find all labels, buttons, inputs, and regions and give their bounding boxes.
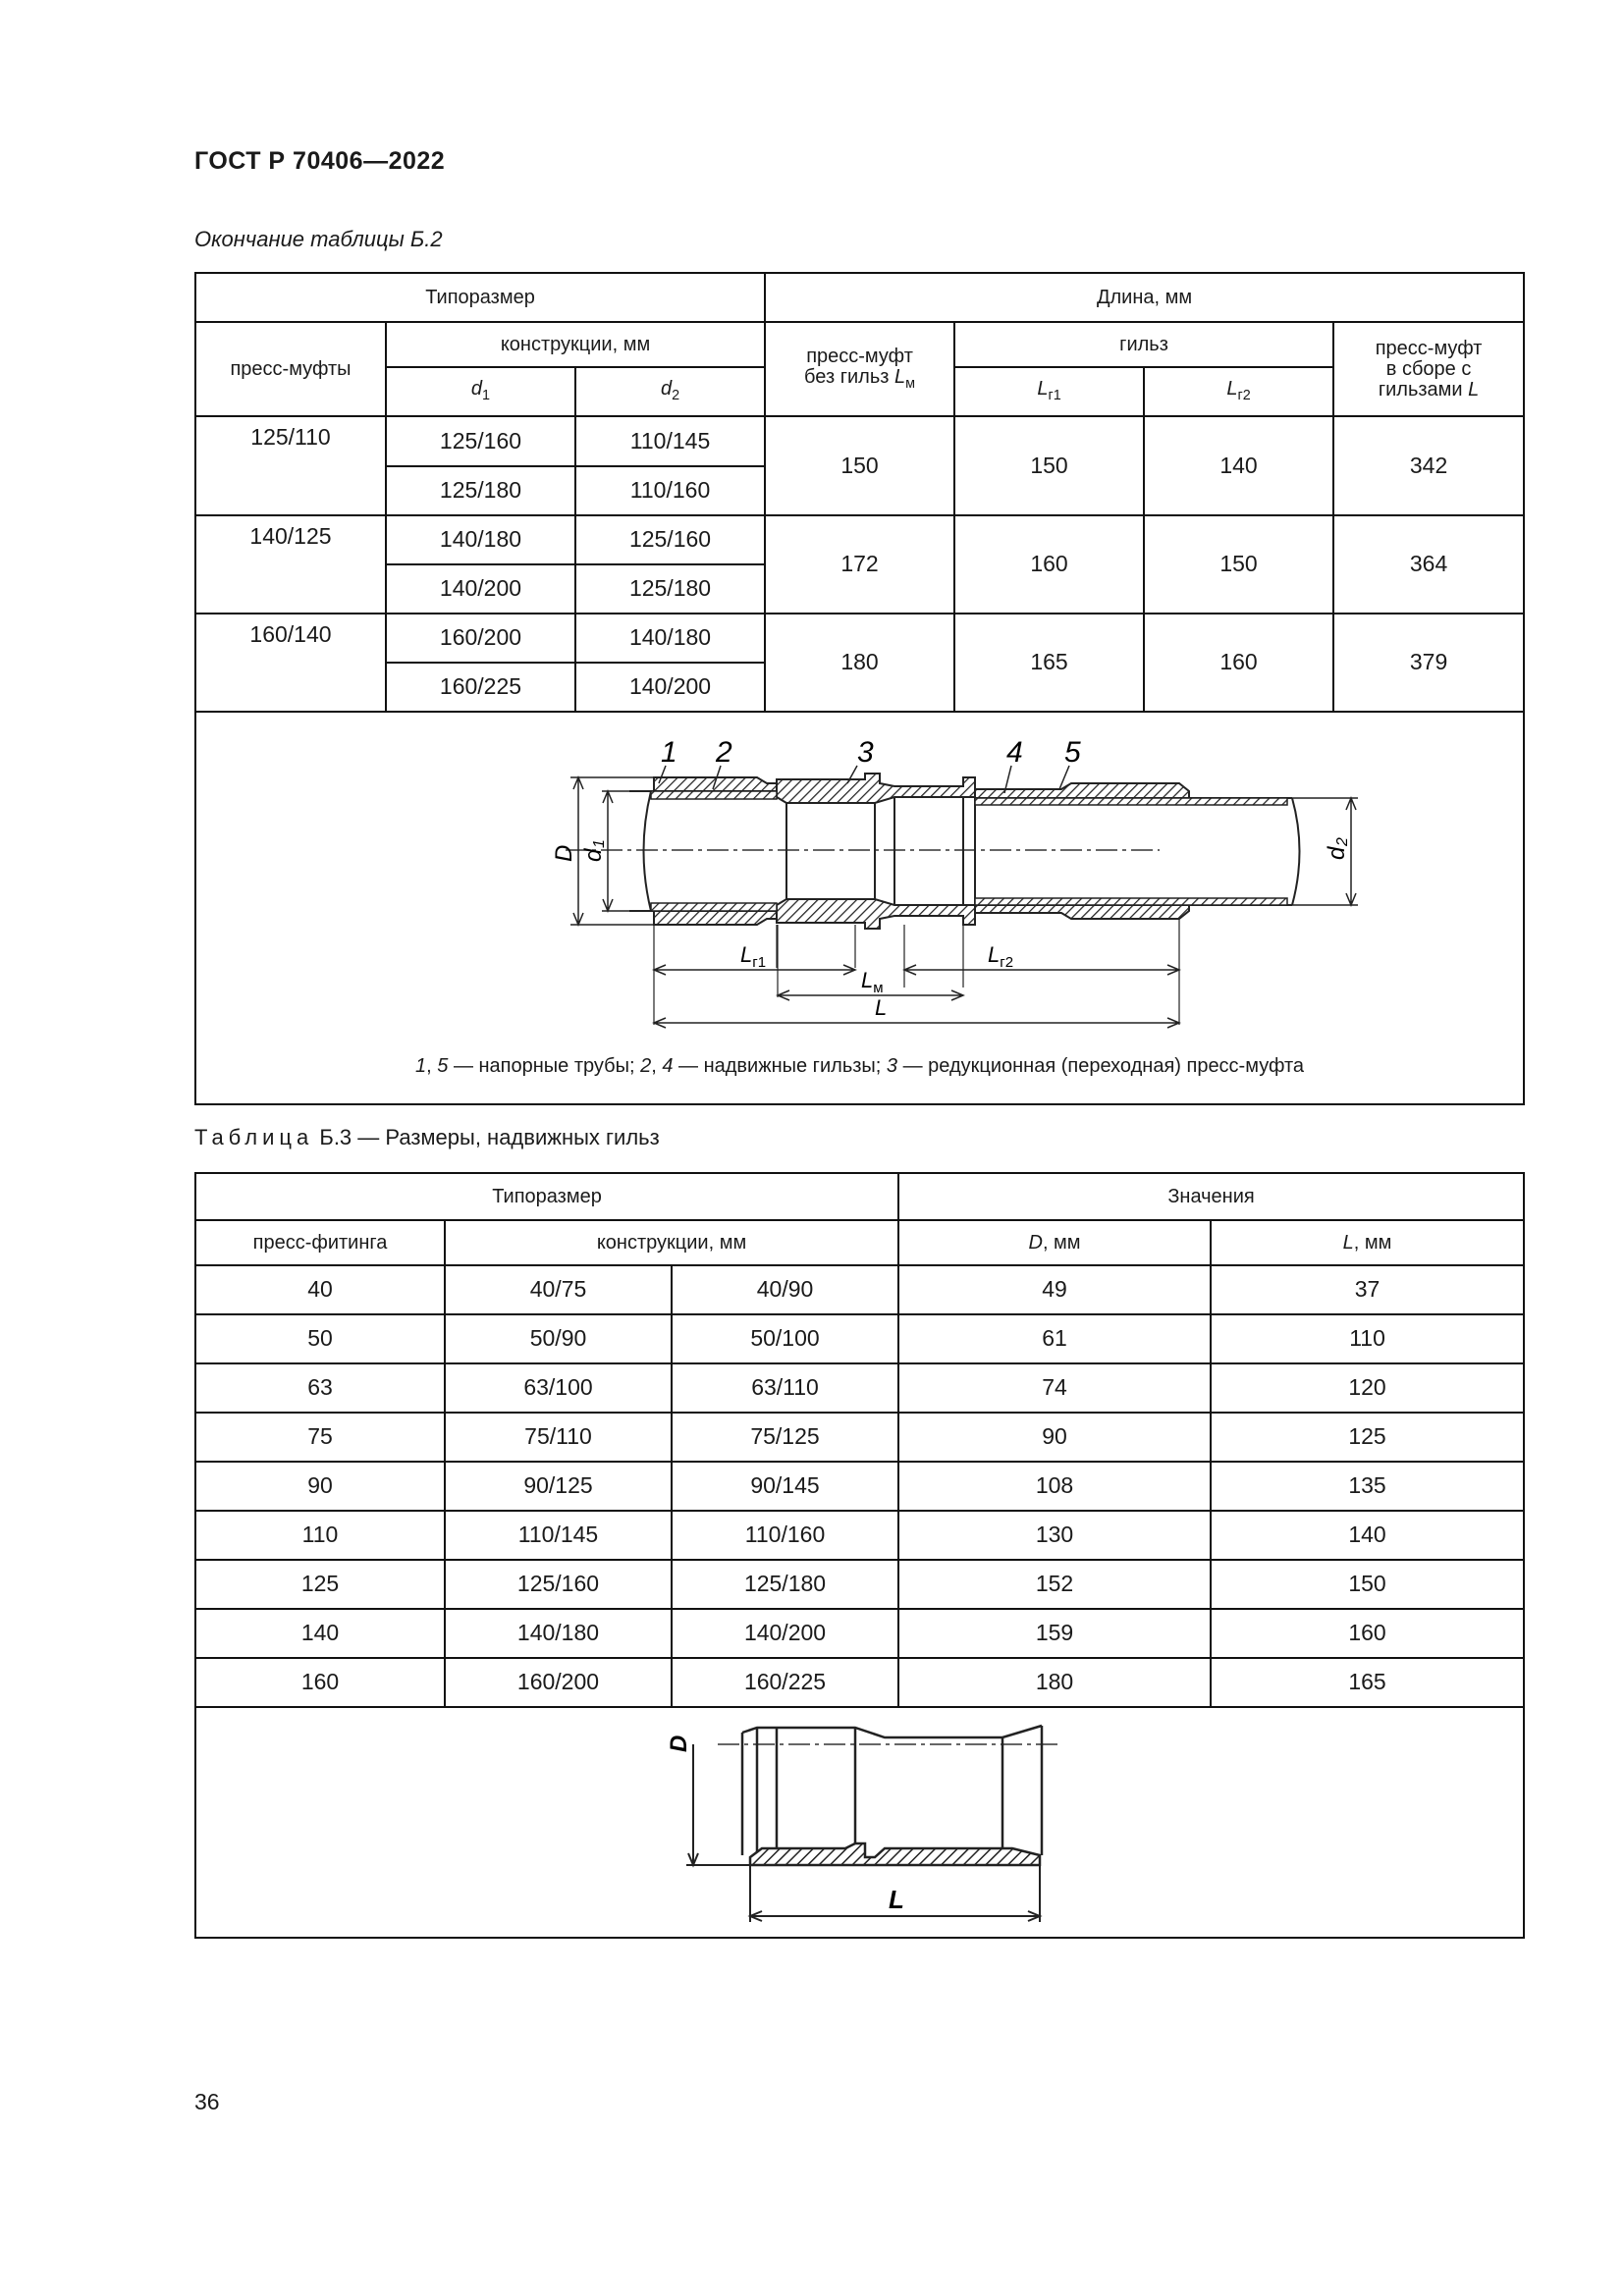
table-cell: 90	[195, 1462, 445, 1511]
header-dlina: Длина, мм	[765, 273, 1524, 322]
table-b3	[194, 1172, 1525, 1939]
table-cell: 160	[1211, 1609, 1524, 1658]
table-cell: 40	[195, 1265, 445, 1314]
table-cell: 49	[898, 1265, 1211, 1314]
coupling-body-bottom	[777, 899, 975, 929]
table-cell: 125/160	[386, 416, 575, 466]
header-d1	[386, 367, 575, 416]
table-row	[195, 1511, 1524, 1560]
table-cell: 150	[1144, 515, 1333, 614]
table-cell: 110	[195, 1511, 445, 1560]
table-cell: 61	[898, 1314, 1211, 1363]
label-L: L	[875, 995, 888, 1020]
table-cell: 125	[195, 1560, 445, 1609]
legend-num: 2	[640, 1055, 652, 1078]
header-sbor-line3: гильзами	[1378, 378, 1469, 400]
table-cell: 152	[898, 1560, 1211, 1609]
header-znacheniya: Значения	[898, 1173, 1524, 1220]
table-cell: 110/160	[672, 1511, 898, 1560]
table-row	[195, 1413, 1524, 1462]
table-cell: 379	[1333, 614, 1524, 712]
table-row	[195, 1658, 1524, 1707]
table-cell: 125/180	[386, 466, 575, 515]
callout-3: 3	[857, 736, 874, 769]
table-cell: 165	[954, 614, 1144, 712]
label-L: L	[889, 1885, 904, 1914]
dimension-lg2	[904, 965, 1179, 975]
lg1-symbol: L	[1037, 378, 1049, 400]
table-cell: 160/225	[386, 663, 575, 712]
table-cell: 63/100	[445, 1363, 672, 1413]
table-cell: 90	[898, 1413, 1211, 1462]
figure-legend	[196, 1055, 1523, 1077]
header-gilz: гильз	[954, 322, 1333, 367]
table-cell: 140/180	[445, 1609, 672, 1658]
table-cell: 40/75	[445, 1265, 672, 1314]
header-D	[898, 1220, 1211, 1265]
legend-sep: ,	[426, 1055, 438, 1078]
table-row	[195, 1560, 1524, 1609]
table-cell: 140/200	[672, 1609, 898, 1658]
table-cell: 180	[898, 1658, 1211, 1707]
header-press-mufty: пресс-муфты	[195, 322, 386, 416]
extension-lines	[654, 919, 1179, 1025]
table-cell: 160/140	[195, 614, 386, 712]
table-cell: 125/180	[575, 564, 765, 614]
header-tiporazmer: Типоразмер	[195, 1173, 898, 1220]
table-cell: 125	[1211, 1413, 1524, 1462]
table-b2	[194, 272, 1525, 1105]
callout-2: 2	[716, 736, 732, 769]
table-cell: 40/90	[672, 1265, 898, 1314]
table-cell: 140/200	[386, 564, 575, 614]
header-tiporazmer: Типоразмер	[195, 273, 765, 322]
dimension-L	[654, 1018, 1179, 1028]
header-lg1	[954, 367, 1144, 416]
table-cell: 160	[1144, 614, 1333, 712]
header-d2	[575, 367, 765, 416]
left-pipe-wall-top	[651, 791, 777, 799]
table-row	[195, 1363, 1524, 1413]
header-lm-subscript: м	[905, 375, 916, 392]
sleeve-section	[750, 1843, 1040, 1865]
lg1-subscript: г1	[1048, 388, 1061, 404]
table-cell: 342	[1333, 416, 1524, 515]
L-symbol: L	[1342, 1231, 1354, 1254]
table-cell: 110/160	[575, 466, 765, 515]
table-cell: 75/125	[672, 1413, 898, 1462]
legend-sep: ,	[651, 1055, 663, 1078]
legend-num: 5	[437, 1055, 449, 1078]
header-press-fitinga: пресс-фитинга	[195, 1220, 445, 1265]
header-lm-symbol: L	[893, 365, 906, 388]
table-cell: 140	[195, 1609, 445, 1658]
table-cell: 140/180	[575, 614, 765, 663]
header-konstrukcii: конструкции, мм	[445, 1220, 898, 1265]
table-cell: 74	[898, 1363, 1211, 1413]
label-d1: d	[580, 848, 608, 862]
coupling-bore	[786, 797, 975, 905]
header-lg2	[1144, 367, 1333, 416]
table-cell: 63	[195, 1363, 445, 1413]
d1-symbol: d	[470, 378, 483, 400]
table-cell: 160	[954, 515, 1144, 614]
label-lg2: $L_{г2}$	[988, 942, 1014, 971]
figure-cell-b3	[195, 1707, 1524, 1938]
label-D: D	[551, 844, 578, 862]
header-press-muft-v-sbore	[1333, 322, 1524, 416]
table-row	[195, 1609, 1524, 1658]
label-lg1: $L_{г1}$	[740, 942, 767, 971]
table-cell: 110/145	[575, 416, 765, 466]
table-b3-caption	[194, 1125, 660, 1150]
table-cell: 150	[1211, 1560, 1524, 1609]
table-cell: 120	[1211, 1363, 1524, 1413]
header-L	[1211, 1220, 1524, 1265]
header-sbor-line2: в сборе с	[1385, 357, 1472, 380]
table-cell: 108	[898, 1462, 1211, 1511]
right-sleeve-bottom	[975, 905, 1189, 919]
table-cell: 160/200	[445, 1658, 672, 1707]
press-coupling-drawing	[197, 713, 1522, 1056]
legend-num: 1	[415, 1055, 427, 1078]
table-cell: 140	[1144, 416, 1333, 515]
document-title: ГОСТ Р 70406—2022	[194, 147, 446, 175]
table-cell: 135	[1211, 1462, 1524, 1511]
table-cell: 125/160	[575, 515, 765, 564]
sleeve-outline	[742, 1726, 1042, 1855]
right-pipe-wall-bottom	[975, 898, 1287, 905]
left-pipe	[629, 791, 777, 911]
table-cell: 50/90	[445, 1314, 672, 1363]
table-cell: 150	[954, 416, 1144, 515]
page-number: 36	[194, 2089, 220, 2114]
table-b2-caption: Окончание таблицы Б.2	[194, 227, 443, 251]
L-unit: , мм	[1353, 1231, 1392, 1254]
right-pipe	[1091, 798, 1300, 905]
header-press-muft-bez-gilz	[765, 322, 954, 416]
header-konstrukcii: конструкции, мм	[386, 322, 765, 367]
table-cell: 160/200	[386, 614, 575, 663]
table-cell: 180	[765, 614, 954, 712]
table-cell: 130	[898, 1511, 1211, 1560]
table-cell: 140/180	[386, 515, 575, 564]
label-D: D	[666, 1735, 693, 1752]
header-lm-line2: без гильз	[804, 365, 894, 388]
D-symbol: D	[1028, 1231, 1043, 1254]
table-cell: 110/145	[445, 1511, 672, 1560]
label-lm: $L_м$	[861, 968, 884, 996]
table-b3-caption-text: Б.3 — Размеры, надвижных гильз	[313, 1125, 660, 1149]
callout-5: 5	[1064, 736, 1081, 769]
table-cell: 159	[898, 1609, 1211, 1658]
label-d2-sub: 2	[1334, 837, 1352, 846]
header-sbor-L: L	[1468, 378, 1480, 400]
table-cell: 165	[1211, 1658, 1524, 1707]
table-b3-caption-label: Таблица	[194, 1125, 314, 1149]
lg2-subscript: г2	[1237, 388, 1251, 404]
legend-text: — редукционная (переходная) пресс-муфта	[897, 1055, 1305, 1078]
D-unit: , мм	[1042, 1231, 1081, 1254]
left-sleeve-bottom	[654, 911, 777, 925]
coupling-body-top	[777, 774, 975, 803]
table-cell: 140/200	[575, 663, 765, 712]
table-cell: 63/110	[672, 1363, 898, 1413]
table-cell: 140/125	[195, 515, 386, 614]
table-cell: 160	[195, 1658, 445, 1707]
table-cell: 110	[1211, 1314, 1524, 1363]
table-cell: 364	[1333, 515, 1524, 614]
sleeve-drawing	[197, 1708, 1522, 1932]
d2-symbol: d	[660, 378, 673, 400]
table-cell: 90/125	[445, 1462, 672, 1511]
table-cell: 90/145	[672, 1462, 898, 1511]
label-d1-sub: 1	[591, 839, 609, 848]
legend-text: — надвижные гильзы;	[673, 1055, 887, 1078]
table-row	[195, 1314, 1524, 1363]
right-pipe-wall-top	[975, 798, 1287, 805]
table-cell: 150	[765, 416, 954, 515]
legend-num: 3	[886, 1055, 898, 1078]
legend-num: 4	[662, 1055, 674, 1078]
callout-1: 1	[661, 736, 677, 769]
table-cell: 125/180	[672, 1560, 898, 1609]
header-sbor-line1: пресс-муфт	[1375, 337, 1483, 359]
table-cell: 172	[765, 515, 954, 614]
legend-text: — напорные трубы;	[448, 1055, 641, 1078]
figure-cell-b2	[195, 712, 1524, 1104]
table-cell: 125/110	[195, 416, 386, 515]
table-cell: 75/110	[445, 1413, 672, 1462]
left-sleeve-top	[654, 777, 777, 791]
left-pipe-wall-bottom	[651, 903, 777, 911]
header-lm-line1: пресс-муфт	[806, 345, 913, 367]
table-cell: 37	[1211, 1265, 1524, 1314]
callout-4: 4	[1006, 736, 1023, 769]
table-cell: 160/225	[672, 1658, 898, 1707]
label-d2: d	[1324, 846, 1351, 860]
table-row	[195, 1462, 1524, 1511]
table-row	[195, 1265, 1524, 1314]
table-cell: 50	[195, 1314, 445, 1363]
table-cell: 125/160	[445, 1560, 672, 1609]
lg2-symbol: L	[1226, 378, 1238, 400]
d1-subscript: 1	[482, 388, 491, 404]
table-cell: 75	[195, 1413, 445, 1462]
table-cell: 50/100	[672, 1314, 898, 1363]
table-cell: 140	[1211, 1511, 1524, 1560]
d2-subscript: 2	[672, 388, 680, 404]
